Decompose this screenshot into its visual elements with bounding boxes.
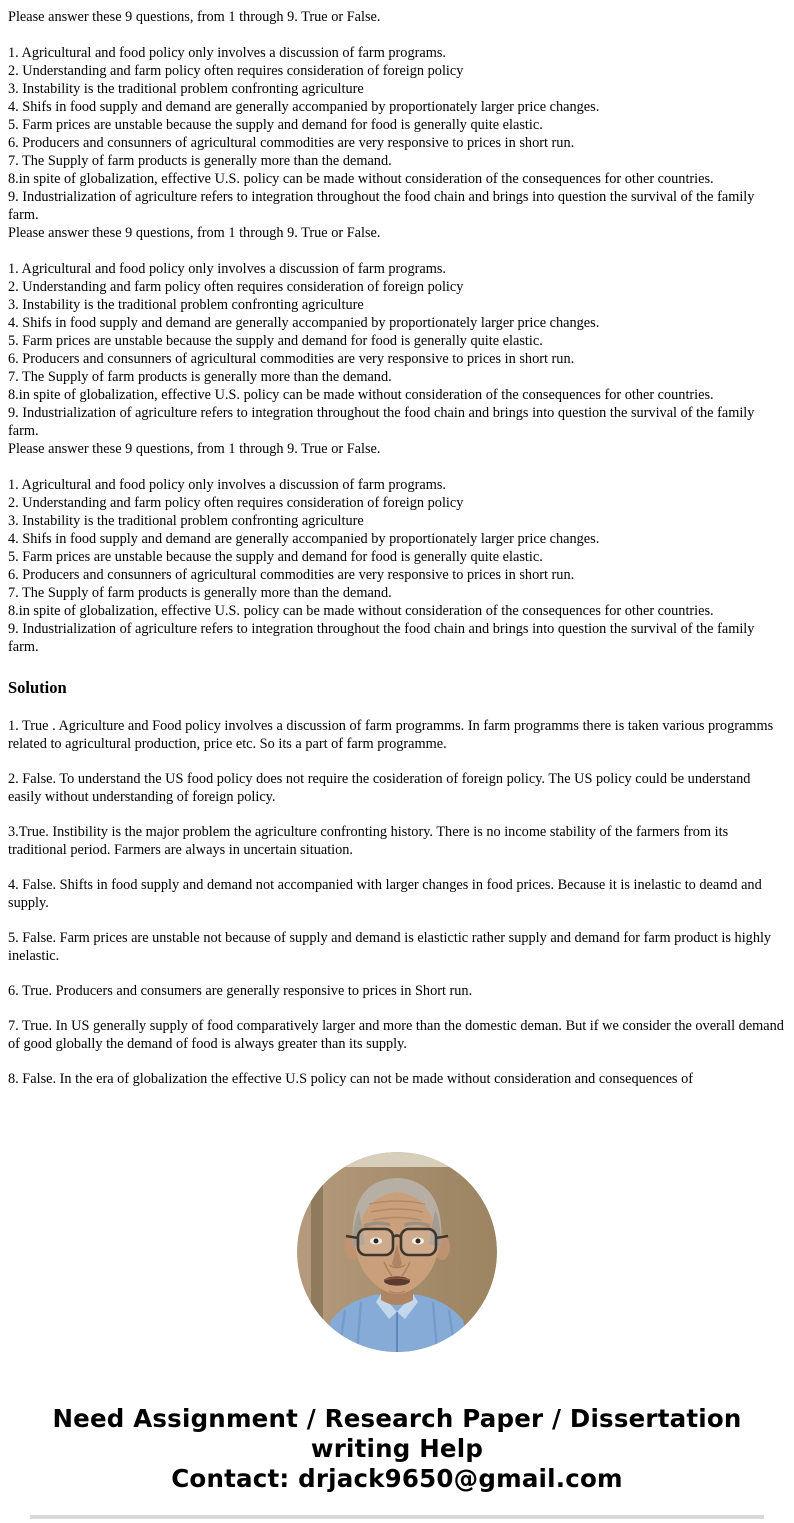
question-intro: Please answer these 9 questions, from 1 through 9. True or False.: [8, 441, 381, 457]
question-item: 5. Farm prices are unstable because the supply and demand for food is generally quite elastic.: [8, 549, 543, 565]
question-item: 7. The Supply of farm products is generally more than the demand.: [8, 153, 392, 169]
question-item: 1. Agricultural and food policy only involves a discussion of farm programs.: [8, 261, 446, 277]
solution-answer: 3.True. Instibility is the major problem the agriculture confronting history. There is no income stability of the farmers from its traditional period. Farmers are always in uncertain situation.: [8, 824, 729, 858]
tutor-photo: [297, 1152, 497, 1352]
solution-answer: 6. True. Producers and consumers are generally responsive to prices in Short run.: [8, 983, 473, 999]
question-item: 7. The Supply of farm products is generally more than the demand.: [8, 369, 392, 385]
question-block: [8, 224, 786, 440]
question-item: 2. Understanding and farm policy often requires consideration of foreign policy: [8, 63, 464, 79]
question-item: 1. Agricultural and food policy only involves a discussion of farm programs.: [8, 477, 446, 493]
question-item: 9. Industrialization of agriculture refers to integration throughout the food chain and brings into question the survival of the family farm.: [8, 405, 755, 439]
solution-heading: Solution: [8, 678, 67, 697]
solution-answer: 4. False. Shifts in food supply and demand not accompanied with larger changes in food prices. Because it is inelastic to deamd and supply.: [8, 877, 762, 911]
solution-answer: 7. True. In US generally supply of food comparatively larger and more than the domestic deman. But if we consider the overall demand of good globally the demand of food is always greater than its supply.: [8, 1018, 784, 1052]
question-block: [8, 8, 786, 224]
solution-answer: 5. False. Farm prices are unstable not because of supply and demand is elastictic rather supply and demand for farm product is highly inelastic.: [8, 930, 772, 964]
bottom-edge-strip: [30, 1515, 764, 1519]
solution-answer: 1. True . Agriculture and Food policy involves a discussion of farm programms. In farm programms there is taken various programms related to agricultural production, price etc. So its a part of farm programme.: [8, 718, 774, 752]
question-item: 3. Instability is the traditional problem confronting agriculture: [8, 81, 364, 97]
question-item: 5. Farm prices are unstable because the supply and demand for food is generally quite elastic.: [8, 117, 543, 133]
question-item: 4. Shifs in food supply and demand are generally accompanied by proportionately larger price changes.: [8, 99, 600, 115]
question-item: 3. Instability is the traditional problem confronting agriculture: [8, 513, 364, 529]
solution-answer: 2. False. To understand the US food policy does not require the cosideration of foreign policy. The US policy could be understand easily without understanding of foreign policy.: [8, 771, 751, 805]
solution-answer: 8. False. In the era of globalization the effective U.S policy can not be made without consideration and consequences of: [8, 1071, 693, 1087]
footer-contact: Contact: drjack9650@gmail.com: [171, 1464, 623, 1493]
question-intro: Please answer these 9 questions, from 1 through 9. True or False.: [8, 9, 381, 25]
question-block: [8, 440, 786, 656]
question-item: 7. The Supply of farm products is generally more than the demand.: [8, 585, 392, 601]
question-item: 6. Producers and consunners of agricultural commodities are very responsive to prices in short run.: [8, 351, 575, 367]
question-item: 6. Producers and consunners of agricultural commodities are very responsive to prices in short run.: [8, 135, 575, 151]
question-item: 5. Farm prices are unstable because the supply and demand for food is generally quite elastic.: [8, 333, 543, 349]
question-item: 9. Industrialization of agriculture refers to integration throughout the food chain and brings into question the survival of the family farm.: [8, 189, 755, 223]
question-blocks: [8, 8, 786, 656]
solution-answers: [8, 717, 786, 1088]
question-item: 4. Shifs in food supply and demand are generally accompanied by proportionately larger price changes.: [8, 531, 600, 547]
question-item: 8.in spite of globalization, effective U.S. policy can be made without consideration of the consequences for other countries.: [8, 387, 714, 403]
footer-ad: [0, 1404, 794, 1494]
footer-headline: Need Assignment / Research Paper / Dissertation writing Help: [52, 1404, 742, 1463]
question-item: 8.in spite of globalization, effective U.S. policy can be made without consideration of the consequences for other countries.: [8, 171, 714, 187]
question-item: 4. Shifs in food supply and demand are generally accompanied by proportionately larger price changes.: [8, 315, 600, 331]
question-item: 6. Producers and consunners of agricultural commodities are very responsive to prices in short run.: [8, 567, 575, 583]
portrait-photo-illustration: [297, 1152, 497, 1352]
question-item: 9. Industrialization of agriculture refers to integration throughout the food chain and brings into question the survival of the family farm.: [8, 621, 755, 655]
question-item: 2. Understanding and farm policy often requires consideration of foreign policy: [8, 279, 464, 295]
question-intro: Please answer these 9 questions, from 1 through 9. True or False.: [8, 225, 381, 241]
question-item: 8.in spite of globalization, effective U.S. policy can be made without consideration of the consequences for other countries.: [8, 603, 714, 619]
question-item: 2. Understanding and farm policy often requires consideration of foreign policy: [8, 495, 464, 511]
question-item: 1. Agricultural and food policy only involves a discussion of farm programs.: [8, 45, 446, 61]
question-item: 3. Instability is the traditional problem confronting agriculture: [8, 297, 364, 313]
